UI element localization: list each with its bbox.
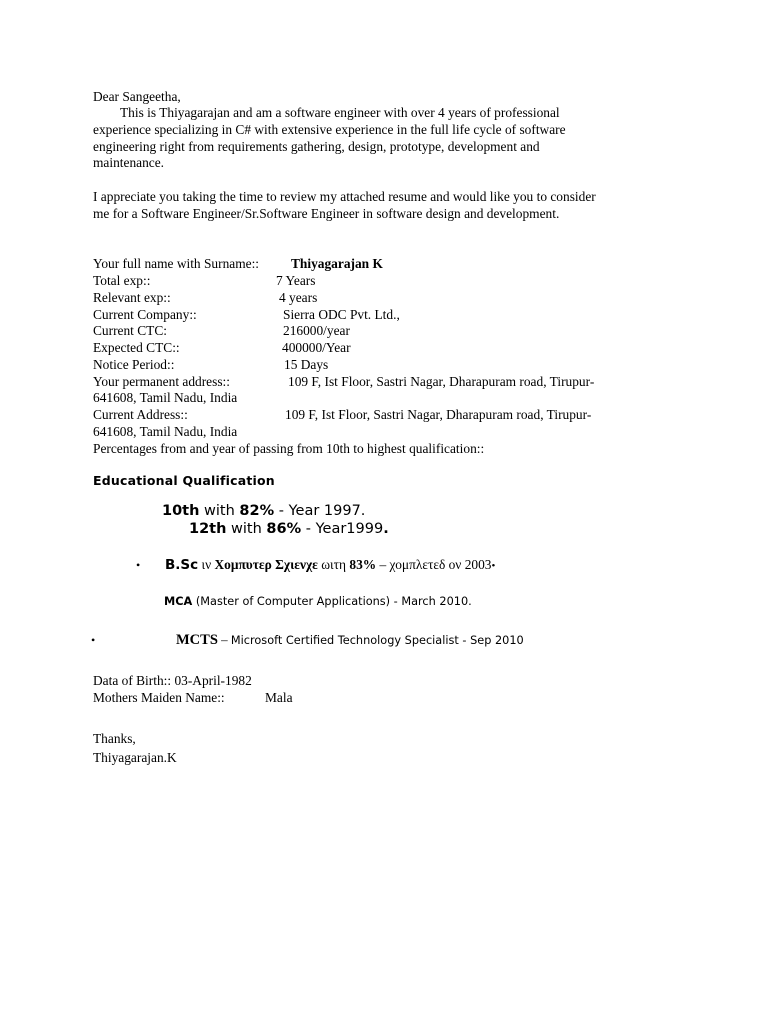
mcts-abbr: MCTS [176, 632, 218, 648]
signature: Thiyagarajan.K [93, 750, 177, 765]
request-line: I appreciate you taking the time to review my attached resume and would like you to consider [93, 189, 596, 204]
greeting: Dear Sangeetha, [93, 89, 181, 104]
maiden-label: Mothers Maiden Name:: [93, 690, 225, 705]
total-exp-label: Total exp:: [93, 273, 151, 288]
mcts-line [176, 631, 524, 649]
intro-line: This is Thiyagarajan and am a software engineer with over 4 years of professional [120, 105, 560, 120]
current-address-label: Current Address:: [93, 407, 188, 422]
tenth-line [162, 502, 365, 520]
intro-line: experience specializing in C# with extensive experience in the full life cycle of software [93, 122, 566, 137]
mcts-dash: – [217, 632, 231, 647]
mcts-bullet: • [91, 633, 96, 647]
bsc-pct: 83% [349, 557, 377, 572]
tenth-year: - Year 1997. [274, 503, 366, 519]
bsc-with: ωιτη [317, 557, 350, 572]
mca-full: (Master of Computer Applications) - March 2010. [192, 595, 472, 608]
current-address-value: 109 F, Ist Floor, Sastri Nagar, Dharapuram road, Tirupur- [285, 407, 592, 422]
relevant-exp-label: Relevant exp:: [93, 290, 171, 305]
request-line: me for a Software Engineer/Sr.Software Engineer in software design and development. [93, 206, 560, 221]
bsc-dash: – [376, 557, 390, 572]
current-address-value-cont: 641608, Tamil Nadu, India [93, 424, 238, 439]
permanent-address-label: Your permanent address:: [93, 374, 230, 389]
expected-ctc-value: 400000/Year [282, 340, 351, 355]
full-name-label: Your full name with Surname:: [93, 256, 260, 271]
bsc-subject: Χομπυτερ Σχιενχε [214, 557, 318, 572]
permanent-address-value-cont: 641608, Tamil Nadu, India [93, 390, 238, 405]
dob-line: Data of Birth:: 03-April-1982 [93, 673, 252, 688]
bsc-year: 2003 [461, 557, 492, 572]
bsc-completed: χομπλετεδ ον [389, 557, 462, 572]
tenth-with: with [199, 503, 240, 519]
twelfth-year: - Year1999 [301, 521, 384, 537]
intro-line: maintenance. [93, 155, 165, 170]
expected-ctc-label: Expected CTC:: [93, 340, 180, 355]
current-company-label: Current Company:: [93, 307, 197, 322]
tenth-pct: 82% [239, 503, 275, 519]
mca-abbr: MCA [164, 595, 193, 608]
bsc-in: ιν [198, 557, 215, 572]
tenth-grade: 10th [162, 503, 200, 519]
twelfth-grade: 12th [189, 521, 227, 537]
bsc-line [165, 556, 495, 575]
mca-line [164, 594, 472, 609]
twelfth-pct: 86% [266, 521, 302, 537]
bsc-degree: B.Sc [165, 557, 199, 573]
current-company-value: Sierra ODC Pvt. Ltd., [283, 307, 400, 322]
percentages-line: Percentages from and year of passing from 10th to highest qualification:: [93, 441, 485, 456]
mcts-full: Microsoft Certified Technology Specialist - Sep 2010 [230, 634, 524, 647]
total-exp-value: 7 Years [276, 273, 316, 288]
bsc-bullet: • [136, 558, 141, 572]
thanks: Thanks, [93, 731, 136, 746]
current-ctc-label: Current CTC: [93, 323, 168, 338]
current-ctc-value: 216000/year [283, 323, 350, 338]
relevant-exp-value: 4 years [279, 290, 318, 305]
notice-period-value: 15 Days [284, 357, 329, 372]
twelfth-with: with [226, 521, 267, 537]
full-name-value: Thiyagarajan K [291, 256, 383, 271]
twelfth-dot: . [383, 521, 389, 537]
notice-period-label: Notice Period:: [93, 357, 175, 372]
twelfth-line [189, 520, 389, 538]
education-heading: Educational Qualification [93, 473, 275, 488]
intro-line: engineering right from requirements gathering, design, prototype, development and [93, 139, 540, 154]
maiden-value: Mala [265, 690, 293, 705]
bsc-trailing-bullet: • [491, 560, 496, 572]
permanent-address-value: 109 F, Ist Floor, Sastri Nagar, Dharapuram road, Tirupur- [288, 374, 595, 389]
